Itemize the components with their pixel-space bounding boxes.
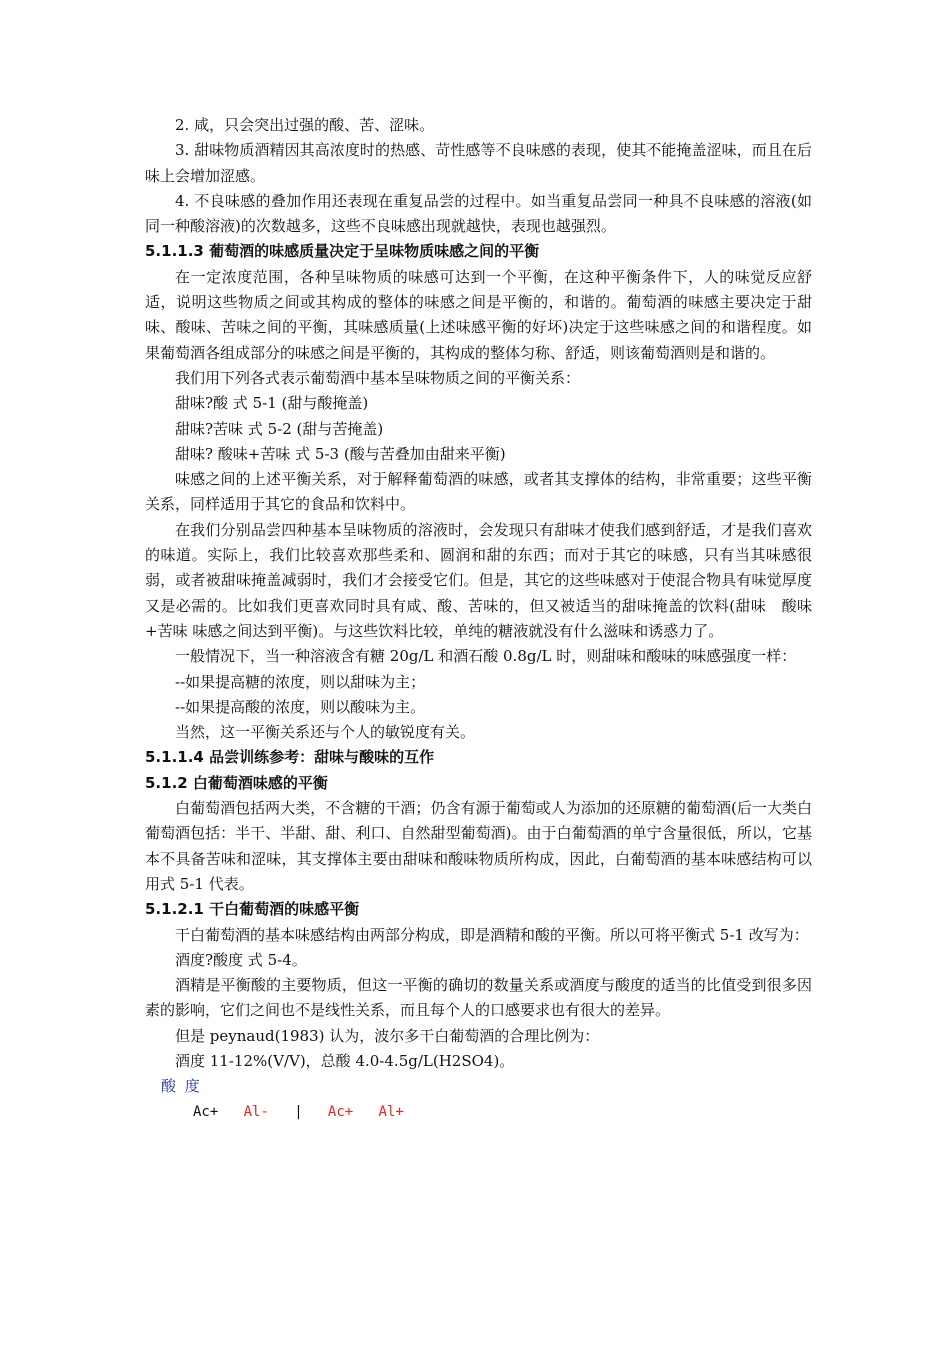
section-heading: 5.1.1.4 品尝训练参考：甜味与酸味的互作 [145,748,435,767]
section-heading: 5.1.2.1 干白葡萄酒的味感平衡 [145,900,360,919]
list-line: --如果提高糖的浓度，则以甜味为主； [175,672,426,691]
paragraph: 当然，这一平衡关系还与个人的敏锐度有关。 [175,723,476,742]
diagram-row [145,1100,812,1125]
paragraph: 在我们分别品尝四种基本呈味物质的溶液时，会发现只有甜味才使我们感到舒适，才是我们喜欢的味道。实际上，我们比较喜欢那些柔和、圆润和甜的东西；而对于其它的味感，只有当其味感很弱，或者被甜味掩盖减弱时，我们才会接受它们。但是，其它的这些味感对于使混合物具有味觉厚度又是必需的。比如我们更喜欢同时具有咸、酸、苦味的，但又被适当的甜味掩盖的饮料(甜味 酸味+苦味 味感之间达到平衡)。与这些饮料比较，单纯的糖液就没有什么滋味和诱惑力了。 [145,520,812,640]
paragraph: 味感之间的上述平衡关系，对于解释葡萄酒的味感，或者其支撑体的结构，非常重要；这些平衡关系，同样适用于其它的食品和饮料中。 [145,470,812,514]
paragraph: 酒精是平衡酸的主要物质，但这一平衡的确切的数量关系或酒度与酸度的适当的比值受到很多因素的影响，它们之间也不是线性关系，而且每个人的口感要求也有很大的差异。 [145,976,812,1020]
paragraph: 但是 peynaud(1983) 认为，波尔多干白葡萄酒的合理比例为： [175,1026,600,1045]
diagram-divider: | [294,1103,303,1120]
paragraph: 一般情况下，当一种溶液含有糖 20g/L 和酒石酸 0.8g/L 时，则甜味和酸味的味感强度一样： [175,647,797,666]
diagram-al-minus: Al- [243,1103,269,1120]
formula-line: 甜味?苦味 式 5-2 (甜与苦掩盖) [175,419,384,438]
paragraph: 酒度 11-12%(V/V)，总酸 4.0-4.5g/L(H2SO4)。 [175,1051,515,1070]
diagram-ac-plus: Ac+ [327,1103,354,1120]
section-heading: 5.1.2 白葡萄酒味感的平衡 [145,773,328,792]
diagram-ac-plus: Ac+ [193,1103,219,1120]
diagram-al-plus: Al+ [378,1103,404,1120]
list-line: --如果提高酸的浓度，则以酸味为主。 [175,697,426,716]
paragraph: 在一定浓度范围，各种呈味物质的味感可达到一个平衡，在这种平衡条件下，人的味觉反应舒适，说明这些物质之间或其构成的整体的味感之间是平衡的，和谐的。葡萄酒的味感主要决定于甜味、酸味、苦味之间的平衡，其味感质量(上述味感平衡的好坏)决定于这些味感之间的和谐程度。如果葡萄酒各组成部分的味感之间是平衡的，其构成的整体匀称、舒适，则该葡萄酒则是和谐的。 [145,267,812,362]
diagram-axis-label: 酸 度 [161,1077,202,1096]
formula-line: 酒度?酸度 式 5-4。 [175,950,307,969]
paragraph: 干白葡萄酒的基本味感结构由两部分构成，即是酒精和酸的平衡。所以可将平衡式 5-1 改写为： [175,925,809,944]
paragraph: 3. 甜味物质酒精因其高浓度时的热感、苛性感等不良味感的表现，使其不能掩盖涩味，而且在后味上会增加涩感。 [145,141,812,185]
paragraph: 4. 不良味感的叠加作用还表现在重复品尝的过程中。如当重复品尝同一种具不良味感的溶液(如同一种酸溶液)的次数越多，这些不良味感出现就越快，表现也越强烈。 [145,191,812,236]
paragraph: 2. 咸，只会突出过强的酸、苦、涩味。 [175,116,435,134]
paragraph: 白葡萄酒包括两大类，不含糖的干酒；仍含有源于葡萄或人为添加的还原糖的葡萄酒(后一大类白葡萄酒包括：半干、半甜、甜、利口、自然甜型葡萄酒)。由于白葡萄酒的单宁含量很低，所以，它基本不具备苦味和涩味，其支撑体主要由甜味和酸味物质所构成，因此，白葡萄酒的基本味感结构可以用式 5-1 代表。 [145,799,812,893]
document-page [145,113,812,1125]
formula-line: 甜味? 酸味+苦味 式 5-3 (酸与苦叠加由甜来平衡) [175,444,506,463]
paragraph: 我们用下列各式表示葡萄酒中基本呈味物质之间的平衡关系： [175,368,581,387]
formula-line: 甜味?酸 式 5-1 (甜与酸掩盖) [175,394,369,413]
section-heading: 5.1.1.3 葡萄酒的味感质量决定于呈味物质味感之间的平衡 [145,242,540,261]
